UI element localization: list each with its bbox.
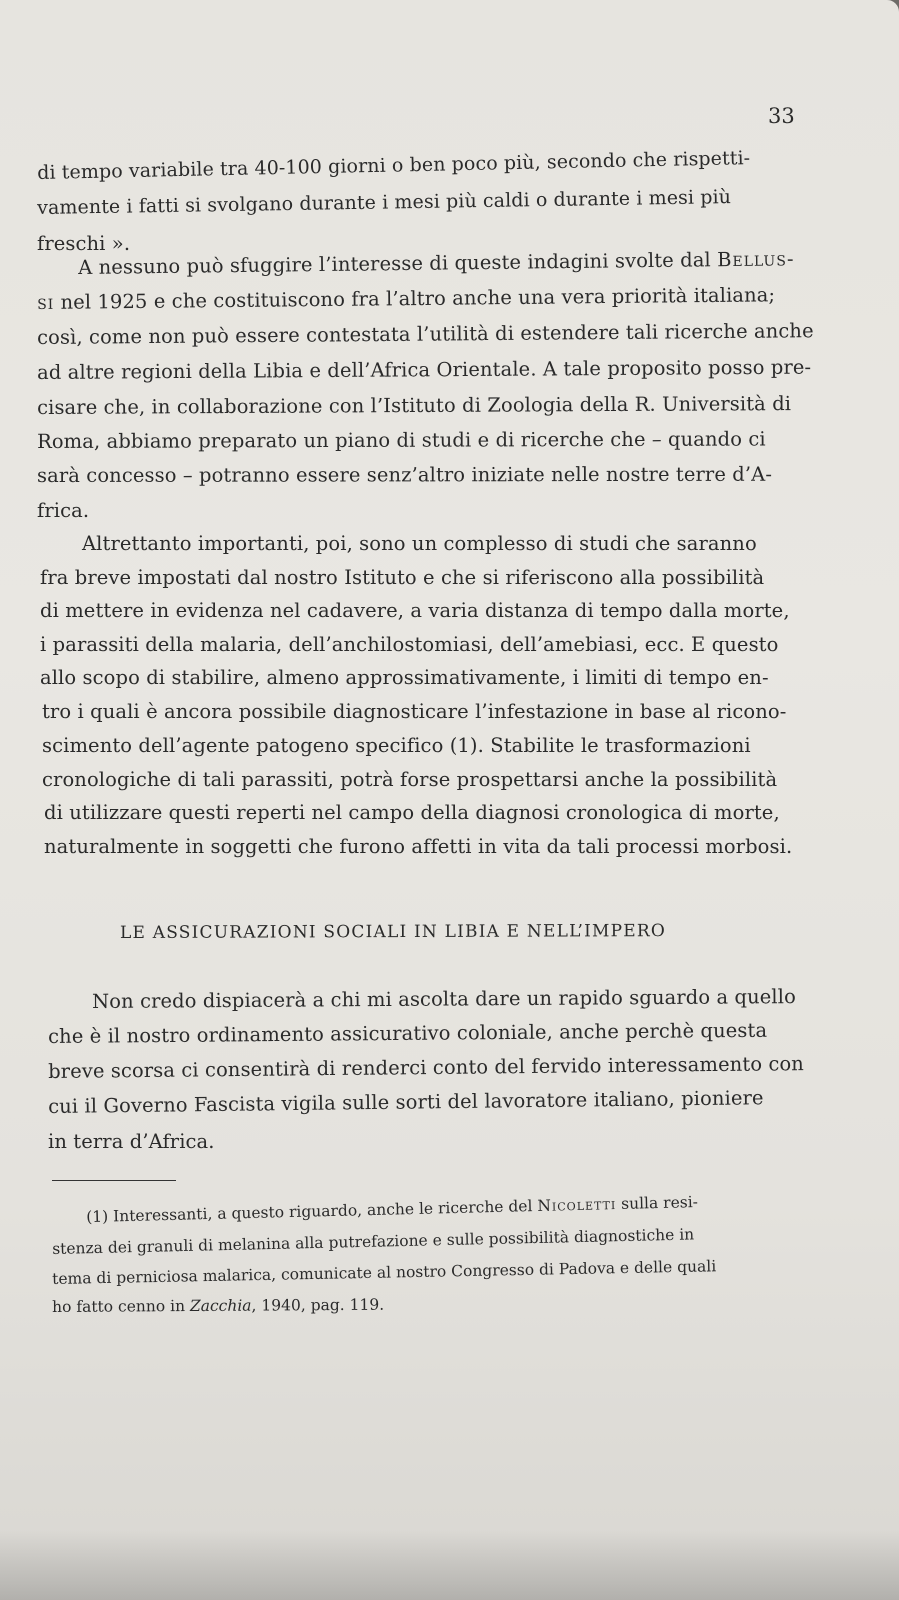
body-line: Roma, abbiamo preparato un piano di studi e di ricerche che – quando ci — [37, 427, 766, 453]
section-heading: LE ASSICURAZIONI SOCIALI IN LIBIA E NELL’IMPERO — [120, 921, 667, 943]
footnote-text-span: ho fatto cenno in — [52, 1297, 191, 1316]
footnote-rule — [52, 1180, 176, 1181]
footnote-line — [86, 1193, 698, 1226]
body-line: naturalmente in soggetti che furono affetti in vita da tali processi morbosi. — [44, 835, 793, 858]
body-line: cisare che, in collaborazione con l’Istituto di Zoologia della R. Università di — [37, 392, 792, 419]
body-line: vamente i fatti si svolgano durante i mesi più caldi o durante i mesi più — [37, 186, 732, 219]
section-line: in terra d’Africa. — [48, 1130, 215, 1153]
body-line — [78, 247, 795, 279]
body-line — [37, 283, 775, 314]
body-line: frica. — [37, 499, 90, 522]
author-name-bellussi: Bellus- — [716, 247, 795, 272]
page-number: 33 — [768, 104, 795, 128]
section-line: cui il Governo Fascista vigila sulle sorti del lavoratore italiano, pioniere — [48, 1086, 764, 1118]
body-line: così, come non può essere contestata l’utilità di estendere tali ricerche anche — [37, 319, 814, 349]
journal-name: Zacchia — [189, 1296, 252, 1316]
body-line: ad altre regioni della Libia e dell’Africa Orientale. A tale proposito posso pre- — [37, 355, 812, 384]
body-line: di mettere in evidenza nel cadavere, a varia distanza di tempo dalla morte, — [40, 599, 790, 622]
body-line: di utilizzare questi reperti nel campo della diagnosi cronologica di morte, — [44, 801, 780, 824]
body-text-span: A nessuno può sfuggire l’interesse di queste indagini svolte dal — [78, 248, 718, 279]
section-line: che è il nostro ordinamento assicurativo coloniale, anche perchè questa — [48, 1018, 768, 1048]
body-line: sarà concesso – potranno essere senz’altro iniziate nelle nostre terre d’A- — [37, 462, 773, 487]
section-line: breve scorsa ci consentirà di renderci conto del fervido interessamento con — [48, 1052, 805, 1083]
body-line: scimento dell’agente patogeno specifico (1). Stabilite le trasformazioni — [42, 734, 751, 757]
footnote-text-span: sulla resi- — [616, 1193, 699, 1214]
body-line: di tempo variabile tra 40-100 giorni o ben poco più, secondo che rispetti- — [37, 147, 751, 184]
footnote-text-span: (1) Interessanti, a questo riguardo, anche le ricerche del — [86, 1196, 538, 1226]
body-text-span: nel 1925 e che costituiscono fra l’altro anche una vera priorità italiana; — [54, 283, 776, 314]
author-name-nicoletti: Nicoletti — [537, 1195, 617, 1215]
body-line: cronologiche di tali parassiti, potrà forse prospettarsi anche la possibilità — [42, 768, 778, 791]
body-line: freschi ». — [37, 232, 131, 255]
section-line: Non credo dispiacerà a chi mi ascolta dare un rapido sguardo a quello — [92, 985, 796, 1013]
author-name-bellussi: si — [37, 290, 55, 314]
body-line: tro i quali è ancora possibile diagnosticare l’infestazione in base al ricono- — [42, 700, 787, 723]
footnote-line: tema di perniciosa malarica, comunicate al nostro Congresso di Padova e delle quali — [52, 1257, 717, 1288]
footnote-line — [52, 1296, 384, 1316]
body-line: allo scopo di stabilire, almeno approssimativamente, i limiti di tempo en- — [40, 666, 769, 689]
page-bottom-shadow — [0, 1530, 899, 1600]
body-line: i parassiti della malaria, dell’anchilostomiasi, dell’amebiasi, ecc. E questo — [40, 633, 779, 656]
body-line: fra breve impostati dal nostro Istituto e che si riferiscono alla possibilità — [40, 566, 765, 589]
footnote-line: stenza dei granuli di melanina alla putrefazione e sulle possibilità diagnostiche in — [52, 1225, 695, 1258]
body-line: Altrettanto importanti, poi, sono un complesso di studi che saranno — [82, 532, 757, 555]
footnote-text-span: , 1940, pag. 119. — [251, 1295, 385, 1315]
